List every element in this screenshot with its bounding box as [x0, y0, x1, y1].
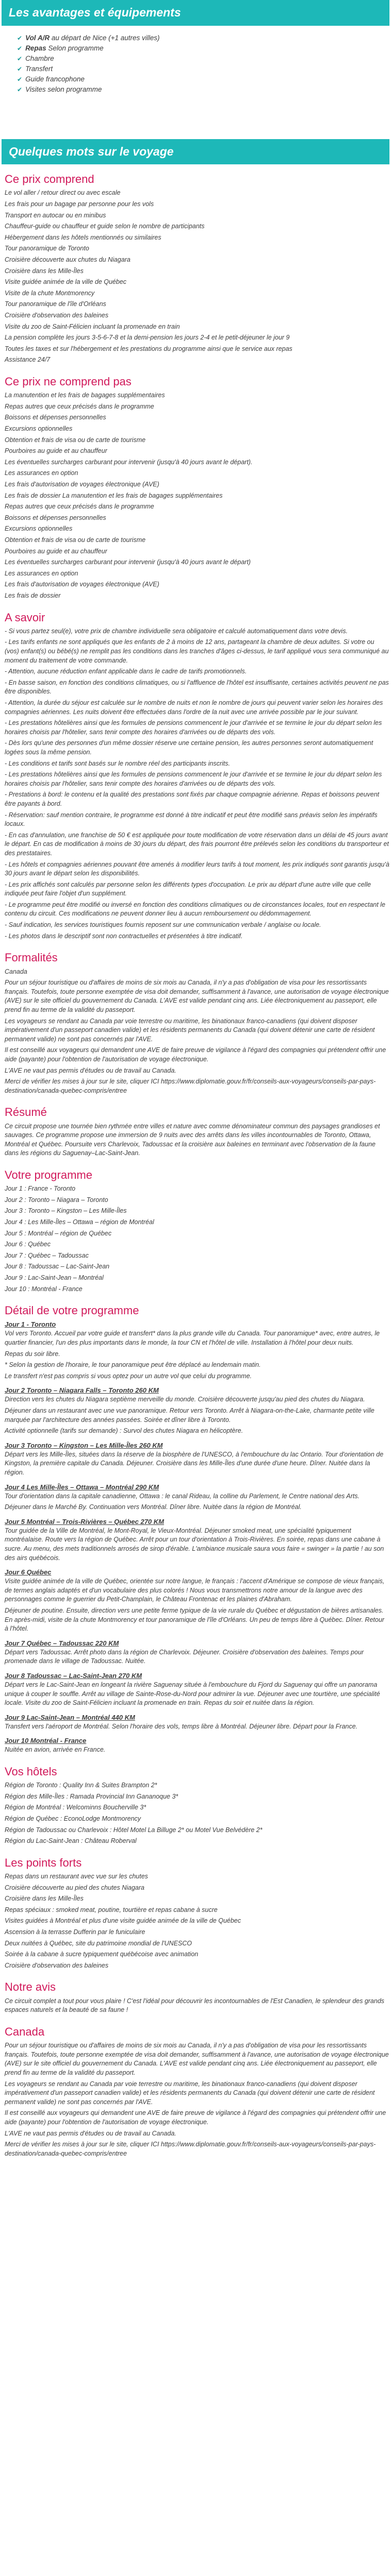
- formalities-section: [5, 951, 389, 1095]
- text-line: Nuitée en avion, arrivée en France.: [5, 1746, 106, 1754]
- text-line: Déjeuner dans un restaurant avec une vue panoramique. Retour vers Toronto. Arrêt à Niagara-on-the-Lake, charmante petite ville marquée par l'architecture des années passées. Soirée et dîner libre à Toronto.: [5, 1407, 374, 1423]
- text-line: Boissons et dépenses personnelles: [5, 414, 106, 421]
- text-line: Pourboires au guide et au chauffeur: [5, 547, 107, 555]
- text-line: Le transfert n'est pas compris si vous optez pour un autre vol que celui du programme.: [5, 1372, 252, 1380]
- text-line: - Les prestations hôtelières ainsi que les formules de pensions commencent le jour d'arrivée et se termine le jour du départ selon les horaires choisis par l'hôtelier, sans tenir compte des horaires d'arrivées ou de départs des vols.: [5, 771, 382, 787]
- text-line: L'AVE ne vaut pas permis d'études ou de travail au Canada.: [5, 1066, 176, 1074]
- text-line: Canada: [5, 968, 27, 975]
- text-line: Tour panoramique de Toronto: [5, 245, 89, 252]
- text-line: - En basse saison, en fonction des conditions climatiques, ou si l'affluence de l'hôtel est insuffisante, certaines activités peuvent ne pas être disponibles.: [5, 679, 389, 696]
- text-line: Les assurances en option: [5, 569, 78, 577]
- amenities-banner: Les avantages et équipements: [2, 0, 389, 26]
- text-line: La manutention et les frais de bagages supplémentaires: [5, 392, 165, 399]
- lines-container: [5, 968, 389, 1096]
- text-line: Chauffeur-guide ou chauffeur et guide selon le nombre de participants: [5, 223, 205, 230]
- day-block: [5, 1671, 389, 1708]
- section-title: Les points forts: [5, 1856, 82, 1869]
- text-line: - Les hôtels et compagnies aériennes pouvant être amenés à modifier leurs tarifs à tout moment, les prix indiqués sont garantis jusqu'à 30 jours avant le départ selon les disponibilités.: [5, 860, 389, 877]
- text-line: Région de Tadoussac ou Charlevoix : Hôtel Motel La Billuge 2* ou Motel Vue Belvédère 2*: [5, 1826, 263, 1834]
- day-title: Jour 1 - Toronto: [5, 1320, 56, 1329]
- text-line: Jour 4 : Les Mille-Îles – Ottawa – région de Montréal: [5, 1218, 154, 1226]
- text-line: Vol vers Toronto. Accueil par votre guide et transfert* dans la plus grande ville du Canada. Tour panoramique* avec, entre autres, le quartier financier, l'un des plus importants dans le monde, la tour CN et l'hôtel de ville. Installation à l'hôtel pour deux nuits.: [5, 1330, 380, 1347]
- text-line: Jour 2 : Toronto – Niagara – Toronto: [5, 1196, 108, 1204]
- day-block: [5, 1713, 389, 1732]
- text-line: Merci de vérifier les mises à jour sur le site, cliquer ICI https://www.diplomatie.gouv.fr/fr/conseils-aux-voyageurs/conseils-par-pays-destination/canada-quebec-compris/entree: [5, 2141, 376, 2157]
- text-line: Tour d'orientation dans la capitale canadienne, Ottawa : le canal Rideau, la colline du Parlement, le Centre national des Arts.: [5, 1492, 360, 1500]
- section-title: Formalités: [5, 951, 58, 964]
- text-line: - Prestations à bord: le contenu et la qualité des prestations sont fixés par chaque compagnie aérienne. Repas et boissons peuvent être payants à bord.: [5, 791, 380, 807]
- text-line: Les assurances en option: [5, 469, 78, 477]
- text-line: Direction vers les chutes du Niagara septième merveille du monde. Croisière découverte jusqu'au pied des chutes du Niagara.: [5, 1396, 365, 1403]
- section-title: Canada: [5, 2025, 45, 2038]
- check-icon: ✔: [17, 44, 23, 52]
- text-line: Le vol aller / retour direct ou avec escale: [5, 189, 121, 197]
- day-title: Jour 10 Montréal - France: [5, 1737, 87, 1745]
- text-line: Il est conseillé aux voyageurs qui demandent une AVE de faire preuve de vigilance à l'égard des compagnies qui prétendent offrir une aide (payante) pour l'obtention de l'autorisation de voyage électronique.: [5, 1046, 386, 1063]
- text-line: Transfert vers l'aéroport de Montréal. Selon l'horaire des vols, temps libre à Montréal. Déjeuner libre. Départ pour la France.: [5, 1722, 358, 1730]
- text-line: Croisière découverte aux chutes du Niagara: [5, 256, 131, 264]
- lines-container: [5, 189, 389, 365]
- day-title: Jour 8 Tadoussac – Lac-Saint-Jean 270 KM: [5, 1671, 142, 1680]
- list-item: ✔ Transfert: [17, 64, 53, 73]
- text-line: Les frais de dossier La manutention et les frais de bagages supplémentaires: [5, 492, 223, 499]
- text-line: Ce circuit propose une tournée bien rythmée entre villes et nature avec comme dénominateur commun des paysages grandioses et sauvages. Ce programme propose une immersion de 9 nuits avec des arrêts dans les villes incontournables de Toronto, Ottawa, Montréal et Québec. Poursuite vers Charlevoix, Tadoussac et la croisière aux baleines en terminant avec l'observation de la faune dans les régions du Saguenay–Lac-Saint-Jean.: [5, 1122, 380, 1157]
- check-icon: ✔: [17, 55, 23, 62]
- text-line: Hébergement dans les hôtels mentionnés ou similaires: [5, 233, 161, 241]
- text-line: Repas du soir libre.: [5, 1350, 60, 1358]
- notes-section: [5, 611, 389, 941]
- text-line: Jour 9 : Lac-Saint-Jean – Montréal: [5, 1274, 104, 1281]
- text-line: Visite du zoo de Saint-Félicien incluant la promenade en train: [5, 323, 180, 330]
- text-line: - Les photos dans le descriptif sont non contractuelles et présentées à titre indicatif.: [5, 932, 243, 940]
- day-block: [5, 1639, 389, 1666]
- lines-container: [5, 1122, 389, 1158]
- excludes-section: [5, 375, 389, 601]
- text-line: - Le programme peut être modifié ou inversé en fonction des conditions climatiques ou de circonstances locales, tout en respectant le contenu du circuit. Ces modifications ne peuvent donner lieu à aucun remboursement ou dédommagement.: [5, 901, 385, 918]
- text-line: L'AVE ne vaut pas permis d'études ou de travail au Canada.: [5, 2129, 176, 2137]
- list-item: ✔ Visites selon programme: [17, 85, 102, 93]
- section-title: A savoir: [5, 611, 45, 624]
- text-line: Deux nuitées à Québec, site du patrimoine mondial de l'UNESCO: [5, 1939, 192, 1947]
- day-block: [5, 1568, 389, 1634]
- text-line: - Les conditions et tarifs sont basés sur le nombre réel des participants inscrits.: [5, 759, 231, 767]
- text-line: Départ vers les Mille-Îles, situées dans la réserve de la biosphère de l'UNESCO, à l'embouchure du lac Ontario. Tour d'orientation de Kingston, la première capitale du Canada. Déjeuner. Croisière dans les Mille-Îles d'une durée d'une heure. Dîner. Nuitée dans la région.: [5, 1450, 384, 1477]
- text-line: Visite guidée animée de la ville de Québec: [5, 278, 127, 286]
- text-line: Région du Lac-Saint-Jean : Château Roberval: [5, 1837, 137, 1845]
- check-icon: ✔: [17, 65, 23, 73]
- section-title: Votre programme: [5, 1168, 92, 1181]
- text-line: Repas autres que ceux précisés dans le programme: [5, 503, 154, 511]
- day-title: Jour 2 Toronto – Niagara Falls – Toronto 260 KM: [5, 1386, 159, 1395]
- text-line: Visites guidées à Montréal et plus d'une visite guidée animée de la ville de Québec: [5, 1917, 241, 1925]
- text-line: Tour guidée de la Ville de Montréal, le Mont-Royal, le Vieux-Montréal. Déjeuner smoked meat, une spécialité typiquement montréalaise. Route vers la région de Québec. Arrêt pour un tour d'orientation à Trois-Rivières. En soirée, repas dans une cabane à sucre. Au menu, des mets traditionnels arrosés de sirop d'érable. L'ambiance musicale saura vous faire « swinger » la partie ! au son des airs québécois.: [5, 1527, 384, 1562]
- text-line: Ce circuit complet a tout pour vous plaire ! C'est l'idéal pour découvrir les incontournables de l'Est Canadien, le splendeur des grands espaces naturels et la beauté de sa faune !: [5, 1997, 385, 2014]
- text-line: * Selon la gestion de l'horaire, le tour panoramique peut être déplacé au lendemain matin.: [5, 1361, 261, 1369]
- list-item: ✔ Guide francophone: [17, 75, 85, 83]
- text-line: Les voyageurs se rendant au Canada par voie terrestre ou maritime, les binationaux franco-canadiens (qui doivent disposer impérativement d'un passeport canadien valide) et les résidents permanents du Canada (qui doivent détenir une carte de résident permanent valide) ne sont pas concernés par l'AVE.: [5, 1017, 375, 1043]
- text-line: La pension complète les jours 3-5-6-7-8 et la demi-pension les jours 2-4 et le petit-déjeuner le jour 9: [5, 334, 290, 342]
- text-line: - Si vous partez seul(e), votre prix de chambre individuelle sera obligatoire et calculé automatiquement dans votre devis.: [5, 627, 348, 635]
- lines-container: [5, 1184, 389, 1294]
- day-block: [5, 1483, 389, 1512]
- day-block: [5, 1441, 389, 1478]
- text-line: Tour panoramique de l'île d'Orléans: [5, 300, 106, 308]
- text-line: Déjeuner de poutine. Ensuite, direction vers une petite ferme typique de la vie rurale du Québec et dégustation de bières artisanales. En après-midi, visite de la chute Montmorency et tour panoramique de l'île d'Orléans. Un peu de temps libre à Québec. Dîner. Retour à l'hôtel.: [5, 1606, 384, 1633]
- text-line: Boissons et dépenses personnelles: [5, 514, 106, 521]
- text-line: Obtention et frais de visa ou de carte de tourisme: [5, 436, 146, 444]
- hotels-section: [5, 1765, 389, 1846]
- lines-container: [5, 1872, 389, 1970]
- text-line: Visite de la chute Montmorency: [5, 289, 95, 297]
- highlights-section: [5, 1856, 389, 1971]
- day-block: [5, 1517, 389, 1563]
- text-line: Activité optionnelle (tarifs sur demande) : Survol des chutes Niagara en hélicoptère.: [5, 1427, 243, 1435]
- advice-section: [5, 1980, 389, 2014]
- lines-container: [5, 391, 389, 600]
- day-block: [5, 1386, 389, 1435]
- check-icon: ✔: [17, 75, 23, 83]
- text-line: Les frais d'autorisation de voyages électronique (AVE): [5, 581, 159, 588]
- text-line: Repas autres que ceux précisés dans le programme: [5, 402, 154, 410]
- text-line: Croisière découverte au pied des chutes Niagara: [5, 1884, 144, 1891]
- text-line: Repas dans un restaurant avec vue sur les chutes: [5, 1873, 148, 1880]
- text-line: Excursions optionnelles: [5, 525, 73, 533]
- text-line: Départ vers le Lac-Saint-Jean en longeant la rivière Saguenay située à l'embouchure du Fjord du Saguenay qui offre un panorama unique à couper le souffle. Arrêt au village de Sainte-Rose-du-Nord pour admirer la vue. Déjeuner avec une tourtière, une spécialité locale. Visite du zoo de Saint-Félicien incluant la promenade en train. Repas du soir et nuitée dans la région.: [5, 1681, 380, 1707]
- text-line: Région de Toronto : Quality Inn & Suites Brampton 2*: [5, 1782, 157, 1789]
- text-line: Pour un séjour touristique ou d'affaires de moins de six mois au Canada, il n'y a pas d'obligation de visa pour les ressortissants français. Toutefois, toute personne exemptée de visa doit demander, suffisamment à l'avance, une autorisation de voyage électronique (AVE) sur le site officiel du gouvernement du Canada. L'AVE est valide pendant cinq ans. Liée électroniquement au passeport, elle prend fin au terme de la validité du passeport.: [5, 979, 389, 1013]
- text-line: Pourboires au guide et au chauffeur: [5, 447, 107, 455]
- text-line: Croisière d'observation des baleines: [5, 312, 109, 319]
- section-title: Notre avis: [5, 1980, 56, 1994]
- text-line: Région de Montréal : Welcominns Boucherville 3*: [5, 1804, 146, 1811]
- text-line: Les frais de dossier: [5, 591, 61, 599]
- day-title: Jour 7 Québec – Tadoussac 220 KM: [5, 1639, 119, 1647]
- text-line: Pour un séjour touristique ou d'affaires de moins de six mois au Canada, il n'y a pas d'obligation de visa pour les ressortissants français. Toutefois, toute personne exemptée de visa doit demander, suffisamment à l'avance, une autorisation de voyage électronique (AVE) sur le site officiel du gouvernement du Canada. L'AVE est valide pendant cinq ans. Liée électroniquement au passeport, elle prend fin au terme de la validité du passeport.: [5, 2042, 389, 2076]
- text-line: - Sauf indication, les services touristiques fournis reposent sur une communication verbale / anglaise ou locale.: [5, 921, 321, 929]
- text-line: Jour 10 : Montréal - France: [5, 1285, 83, 1293]
- text-line: Les frais d'autorisation de voyages électronique (AVE): [5, 481, 159, 488]
- section-title: Ce prix ne comprend pas: [5, 375, 132, 388]
- program-section: [5, 1168, 389, 1294]
- amenities-list: [2, 33, 389, 95]
- lines-container: [5, 1781, 389, 1846]
- text-line: Obtention et frais de visa ou de carte de tourisme: [5, 536, 146, 544]
- text-line: - Dès lors qu'une des personnes d'un même dossier réserve une certaine pension, les autres personnes seront automatiquement logées sous la même pension.: [5, 739, 373, 756]
- text-line: - Les prix affichés sont calculés par personne selon les différents types d'occupation. Le prix au départ d'une autre ville que celle indiquée peut faire l'objet d'un supplément.: [5, 880, 371, 897]
- list-item: ✔ Vol A/R au départ de Nice (+1 autres villes): [17, 33, 160, 42]
- details-section: [5, 1304, 389, 1755]
- text-line: Transport en autocar ou en minibus: [5, 211, 106, 219]
- text-line: - Attention, la durée du séjour est calculée sur le nombre de nuits et non le nombre de jours qui peuvent varier selon les horaires des compagnies aériennes. Les nuits doivent être effectuées dans l'ordre de la nuit avec une arrivée possible par le jour suivant.: [5, 699, 383, 716]
- text-line: Les éventuelles surcharges carburant pour intervenir (jusqu'à 40 jours avant le départ).: [5, 458, 253, 466]
- text-line: Jour 7 : Québec – Tadoussac: [5, 1251, 89, 1259]
- text-line: - Les prestations hôtelières ainsi que les formules de pensions commencent le jour d'arrivée et se termine le jour du départ selon les horaires choisis par l'hôtelier, sans tenir compte des horaires d'arrivées ou de départs des vols.: [5, 719, 382, 736]
- day-block: [5, 1736, 389, 1755]
- text-line: Région des Mille-Îles : Ramada Provincial Inn Gananoque 3*: [5, 1792, 178, 1800]
- text-line: Repas spéciaux : smoked meat, poutine, tourtière et repas cabane à sucre: [5, 1906, 218, 1913]
- text-line: Déjeuner dans le Marché By. Continuation vers Montréal. Dîner libre. Nuitée dans la région de Montréal.: [5, 1503, 302, 1511]
- text-line: Jour 5 : Montréal – région de Québec: [5, 1229, 112, 1237]
- canada-section: [5, 2025, 389, 2158]
- check-icon: ✔: [17, 34, 23, 42]
- lines-container: [5, 627, 389, 941]
- text-line: Assistance 24/7: [5, 356, 51, 364]
- text-line: Jour 6 : Québec: [5, 1241, 51, 1248]
- text-line: - Attention, aucune réduction enfant applicable dans le cadre de tarifs promotionnels.: [5, 668, 247, 675]
- text-line: - En cas d'annulation, une franchise de 50 € est appliquée pour toute modification de votre réservation dans un délai de 45 jours avant le départ. En cas de modification à moins de 30 jours du départ, des frais pourront être prélevés selon les conditions du transporteur et des prestataires.: [5, 831, 389, 857]
- text-line: Jour 8 : Tadoussac – Lac-Saint-Jean: [5, 1263, 110, 1270]
- text-line: Soirée à la cabane à sucre typiquement québécoise avec animation: [5, 1951, 199, 1958]
- text-line: Toutes les taxes et sur l'hébergement et les prestations du programme ainsi que le service aux repas: [5, 345, 292, 352]
- day-title: Jour 5 Montréal – Trois-Rivières – Québec 270 KM: [5, 1517, 164, 1526]
- words-banner: Quelques mots sur le voyage: [2, 139, 389, 165]
- text-line: Visite guidée animée de la ville de Québec, orientée sur notre langue, le français : l'accent d'Amérique se compose de vieux français, de termes anglais adaptés et d'un vocabulaire des plus colorés ! Nous vous transmettrons notre amour de la langue avec des personnages comme le guerrier du Petit-Champlain, le Château Frontenac et les plaines d'Abraham.: [5, 1578, 385, 1603]
- day-title: Jour 9 Lac-Saint-Jean – Montréal 440 KM: [5, 1713, 135, 1721]
- summary-section: [5, 1106, 389, 1158]
- text-line: - Réservation: sauf mention contraire, le programme est donné à titre indicatif et peut être modifié sans préavis selon les impératifs locaux.: [5, 811, 378, 828]
- lines-container: [5, 2041, 389, 2158]
- text-line: Les éventuelles surcharges carburant pour intervenir (jusqu'à 40 jours avant le départ): [5, 558, 251, 566]
- days-container: [5, 1320, 389, 1754]
- day-block: [5, 1320, 389, 1381]
- day-title: Jour 6 Québec: [5, 1568, 52, 1577]
- text-line: Ascension à la terrasse Dufferin par le funiculaire: [5, 1928, 145, 1936]
- text-line: Départ vers Tadoussac. Arrêt photo dans la région de Charlevoix. Déjeuner. Croisière d'observation des baleines. Temps pour promenade dans le village de Tadoussac. Nuitée.: [5, 1648, 364, 1665]
- section-title: Vos hôtels: [5, 1765, 57, 1778]
- text-line: Les voyageurs se rendant au Canada par voie terrestre ou maritime, les binationaux franco-canadiens (qui doivent disposer impérativement d'un passeport canadien valide) et les résidents permanents du Canada (qui doivent détenir une carte de résident permanent valide) ne sont pas concernés par l'AVE.: [5, 2080, 375, 2106]
- text-line: Croisière dans les Mille-Îles: [5, 267, 84, 275]
- text-line: Région de Québec : EconoLodge Montmorency: [5, 1815, 141, 1822]
- lines-container: [5, 1997, 389, 2015]
- section-title: Détail de votre programme: [5, 1304, 139, 1317]
- text-line: Les frais pour un bagage par personne pour les vols: [5, 200, 154, 208]
- list-item: ✔ Chambre: [17, 54, 54, 62]
- check-icon: ✔: [17, 86, 23, 93]
- section-title: Résumé: [5, 1106, 47, 1119]
- day-title: Jour 3 Toronto – Kingston – Les Mille-Îles 260 KM: [5, 1441, 163, 1449]
- text-line: Jour 3 : Toronto – Kingston – Les Mille-Îles: [5, 1207, 127, 1215]
- includes-section: [5, 173, 389, 365]
- text-line: Croisière d'observation des baleines: [5, 1961, 109, 1969]
- text-line: - Les tarifs enfants ne sont appliqués que les enfants de 2 à moins de 12 ans, partageant la chambre de deux adultes. Si votre ou (vos) enfant(s) ou bébé(s) ne remplit pas les conditions dans les tranches d'âges ci-dessus, le tarif appliqué vous sera communiqué au moment du traitement de votre commande.: [5, 638, 389, 664]
- text-line: Croisière dans les Mille-Îles: [5, 1895, 84, 1903]
- list-item: ✔ Repas Selon programme: [17, 44, 104, 52]
- day-title: Jour 4 Les Mille-Îles – Ottawa – Montréal 290 KM: [5, 1483, 159, 1491]
- text-line: Il est conseillé aux voyageurs qui demandent une AVE de faire preuve de vigilance à l'égard des compagnies qui prétendent offrir une aide (payante) pour l'obtention de l'autorisation de voyage électronique.: [5, 2109, 386, 2126]
- text-line: Merci de vérifier les mises à jour sur le site, cliquer ICI https://www.diplomatie.gouv.fr/fr/conseils-aux-voyageurs/conseils-par-pays-destination/canada-quebec-compris/entree: [5, 1078, 376, 1094]
- text-line: Excursions optionnelles: [5, 425, 73, 433]
- section-title: Ce prix comprend: [5, 173, 94, 186]
- text-line: Jour 1 : France - Toronto: [5, 1185, 76, 1193]
